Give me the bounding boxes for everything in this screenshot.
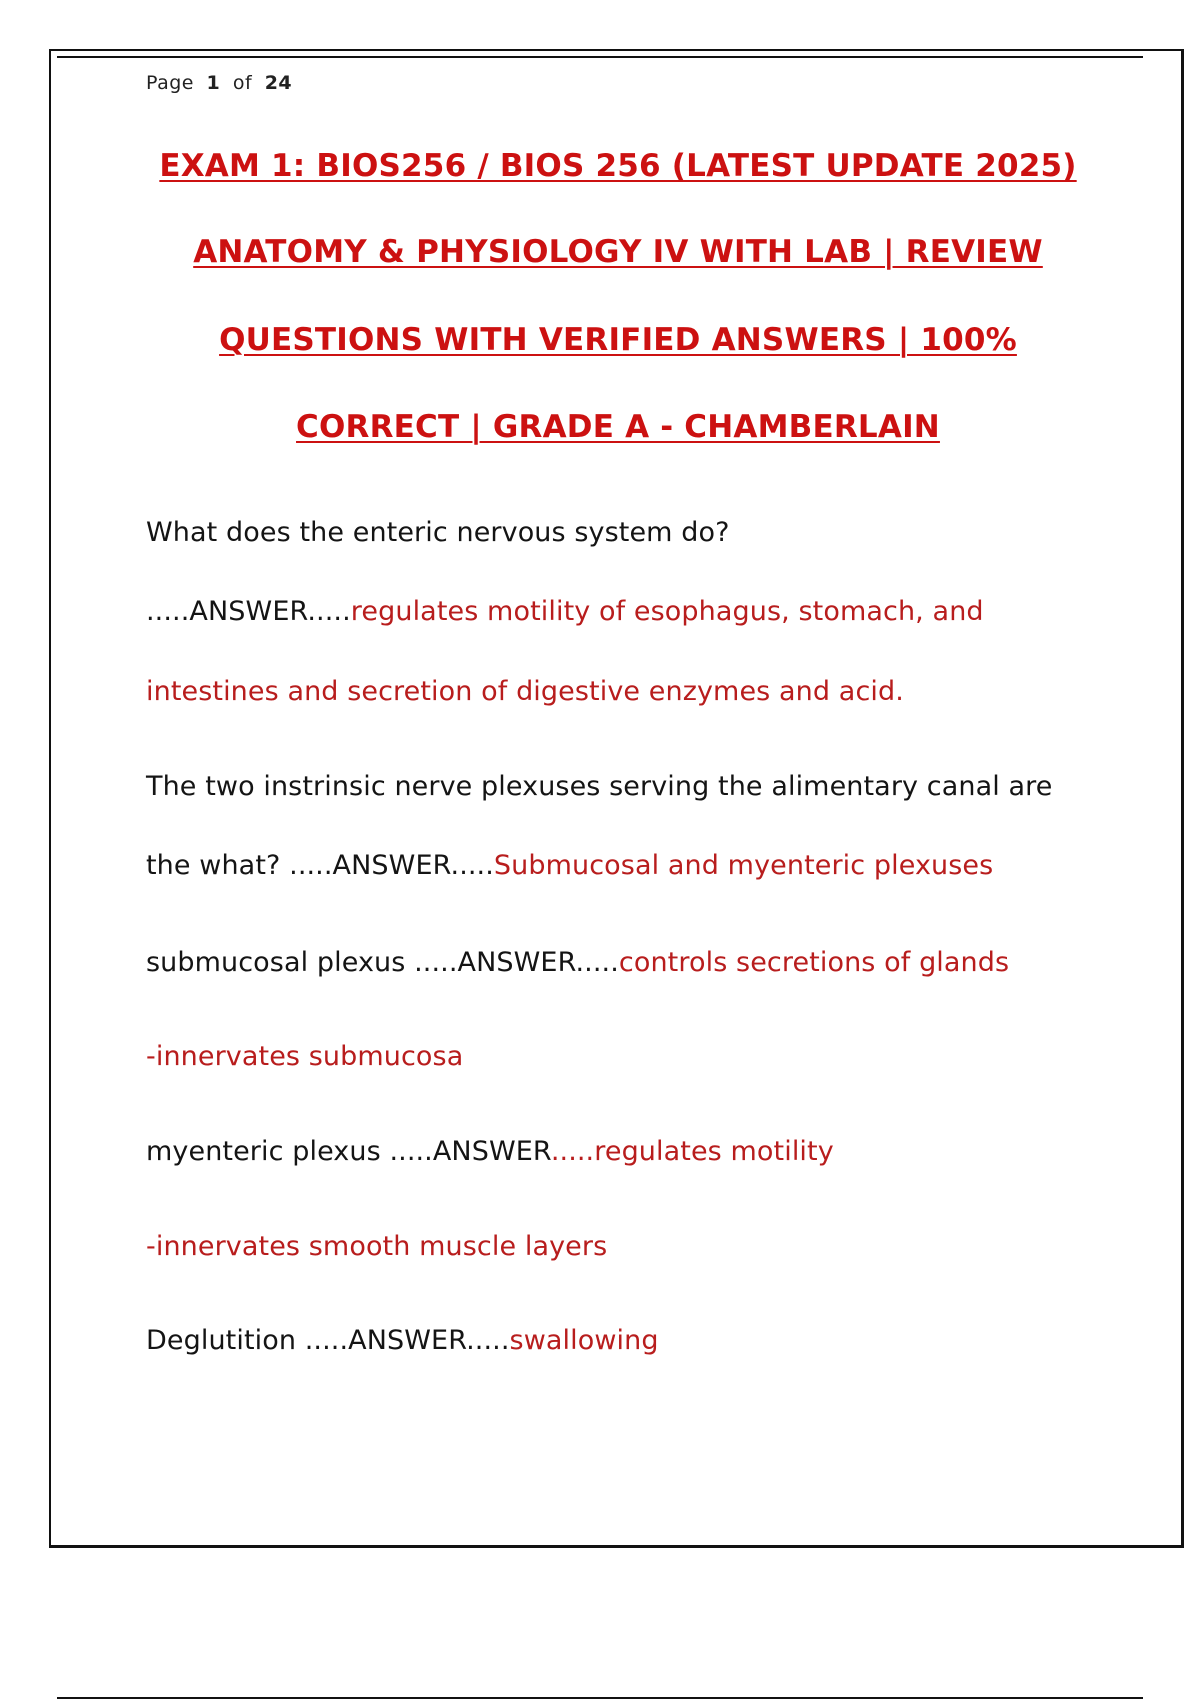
answer-prefix-dots: ..... bbox=[550, 1136, 595, 1167]
answer-continuation: -innervates submucosa bbox=[146, 1041, 464, 1072]
answer-continuation: intestines and secretion of digestive enzymes and acid. bbox=[146, 676, 904, 707]
answer-prefix: .....ANSWER..... bbox=[280, 850, 494, 881]
page-label: Page bbox=[146, 72, 194, 94]
question-enteric-nervous-system: What does the enteric nervous system do? bbox=[146, 517, 730, 548]
top-rule bbox=[57, 56, 1143, 58]
question-nerve-plexuses: The two instrinsic nerve plexuses serving the alimentary canal are bbox=[146, 771, 1053, 802]
answer-text: controls secretions of glands bbox=[618, 947, 1010, 978]
answer-continuation: -innervates smooth muscle layers bbox=[146, 1231, 608, 1262]
question-myenteric-plexus: myenteric plexus bbox=[146, 1136, 381, 1167]
answer-prefix: .....ANSWER..... bbox=[146, 596, 351, 627]
page-current: 1 bbox=[206, 72, 221, 94]
question-continuation: the what? bbox=[146, 850, 281, 881]
answer-text: swallowing bbox=[509, 1325, 659, 1356]
question-answer-line bbox=[146, 1136, 834, 1167]
answer-text: regulates motility of esophagus, stomach, and bbox=[350, 596, 984, 627]
document-title-line-3: QUESTIONS WITH VERIFIED ANSWERS | 100% bbox=[219, 322, 1017, 358]
page-total: 24 bbox=[264, 72, 293, 94]
question-submucosal-plexus: submucosal plexus bbox=[146, 947, 406, 978]
answer-prefix: .....ANSWER..... bbox=[296, 1325, 510, 1356]
answer-text: Submucosal and myenteric plexuses bbox=[493, 850, 994, 881]
answer-prefix: .....ANSWER..... bbox=[405, 947, 619, 978]
question-deglutition: Deglutition bbox=[146, 1325, 297, 1356]
document-title-line-1: EXAM 1: BIOS256 / BIOS 256 (LATEST UPDATE 2025) bbox=[159, 148, 1077, 184]
answer-text: regulates motility bbox=[594, 1136, 834, 1167]
answer-line bbox=[146, 596, 984, 627]
page-indicator bbox=[146, 72, 292, 94]
page-of: of bbox=[232, 72, 253, 94]
document-title-line-2: ANATOMY & PHYSIOLOGY IV WITH LAB | REVIEW bbox=[193, 234, 1043, 270]
question-answer-line bbox=[146, 947, 1009, 978]
answer-prefix: .....ANSWER bbox=[380, 1136, 551, 1167]
question-answer-line bbox=[146, 850, 993, 881]
bottom-rule bbox=[57, 1697, 1143, 1699]
document-title-line-4: CORRECT | GRADE A - CHAMBERLAIN bbox=[296, 409, 940, 445]
question-answer-line bbox=[146, 1325, 659, 1356]
